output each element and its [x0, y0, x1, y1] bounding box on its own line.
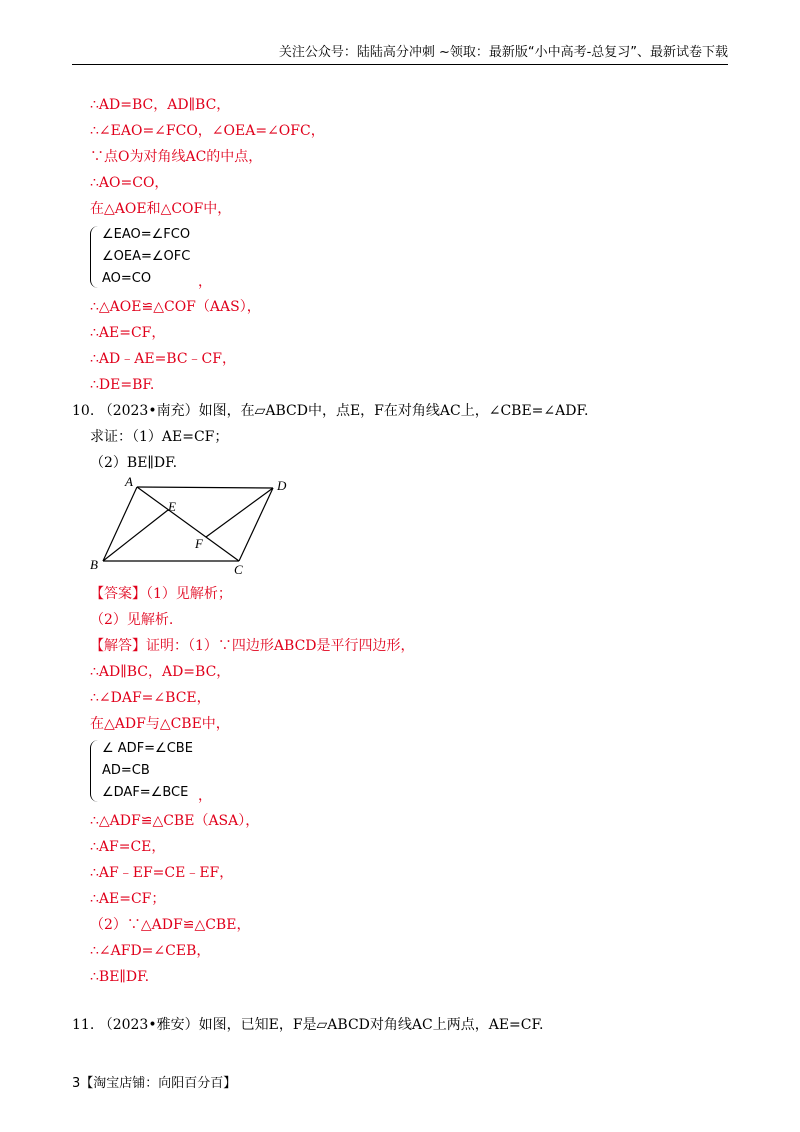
proof-line: ∴AE=CF；: [90, 891, 166, 907]
label-F: F: [195, 536, 203, 551]
system-line: AD=CB: [102, 763, 150, 778]
segment-DF: [206, 488, 273, 537]
edge-AD: [137, 487, 273, 488]
proof-line: ∴AD∥BC，AD=BC，: [90, 664, 231, 680]
proof-line: ∴BE∥DF.: [90, 969, 150, 985]
segment-BE: [103, 510, 168, 561]
answer-line: 【答案】（1）见解析；: [90, 586, 232, 602]
label-E: E: [168, 499, 176, 514]
parallelogram-figure: [85, 472, 295, 582]
proof-line: ∴AF﹣EF=CE﹣EF，: [90, 865, 234, 881]
question-11-stem: 11. （2023•雅安）如图，已知E，F是▱ABCD对角线AC上两点，AE=CF.: [72, 1017, 544, 1033]
question-10-req2: （2）BE∥DF.: [90, 455, 178, 471]
system-line: ∠ ADF=∠CBE: [102, 741, 193, 756]
edge-DC: [239, 488, 273, 561]
answer-line: （2）见解析.: [90, 612, 174, 628]
question-10-req1: 求证：（1）AE=CF；: [90, 429, 229, 445]
label-D: D: [277, 478, 287, 493]
system-suffix: ，: [198, 788, 212, 804]
system-line: AO=CO: [102, 271, 152, 286]
label-A: A: [125, 474, 133, 489]
proof-line: ∵点O为对角线AC的中点，: [90, 149, 263, 165]
proof-line: ∴AE=CF，: [90, 325, 166, 341]
page-header: 关注公众号：陆陆高分冲刺 ~领取：最新版“小中高考-总复习”、最新试卷下载: [72, 44, 728, 65]
proof-line: ∴AD=BC，AD∥BC，: [90, 97, 231, 113]
proof-line: （2）∵△ADF≌△CBE，: [90, 917, 251, 933]
system-line: ∠OEA=∠OFC: [102, 249, 191, 264]
proof-line: ∴AD﹣AE=BC﹣CF，: [90, 351, 236, 367]
proof-line: ∴∠EAO=∠FCO，∠OEA=∠OFC，: [90, 123, 325, 139]
system-brace: [90, 226, 101, 288]
proof-line: 在△AOE和△COF中，: [90, 201, 232, 217]
system-line: ∠EAO=∠FCO: [102, 227, 191, 242]
question-10-stem: 10. （2023•南充）如图，在▱ABCD中，点E，F在对角线AC上，∠CBE=∠ADF.: [72, 403, 589, 419]
proof-line: ∴AF=CE，: [90, 839, 166, 855]
label-C: C: [234, 562, 243, 577]
proof-line: 在△ADF与△CBE中，: [90, 716, 230, 732]
system-line: ∠DAF=∠BCE: [102, 785, 189, 800]
proof-line: ∴∠AFD=∠CEB，: [90, 943, 211, 959]
system-brace: [90, 740, 101, 802]
page-footer: 3【淘宝店铺：向阳百分百】: [72, 1076, 237, 1091]
proof-line: ∴△ADF≌△CBE（ASA），: [90, 813, 260, 829]
solution-line: 【解答】证明：（1）∵四边形ABCD是平行四边形，: [90, 638, 415, 654]
proof-line: ∴AO=CO，: [90, 175, 169, 191]
label-B: B: [90, 557, 98, 572]
edge-AB: [103, 487, 137, 561]
proof-line: ∴DE=BF.: [90, 377, 155, 393]
system-suffix: ，: [198, 274, 212, 290]
proof-line: ∴△AOE≌△COF（AAS），: [90, 299, 261, 315]
proof-line: ∴∠DAF=∠BCE，: [90, 690, 211, 706]
